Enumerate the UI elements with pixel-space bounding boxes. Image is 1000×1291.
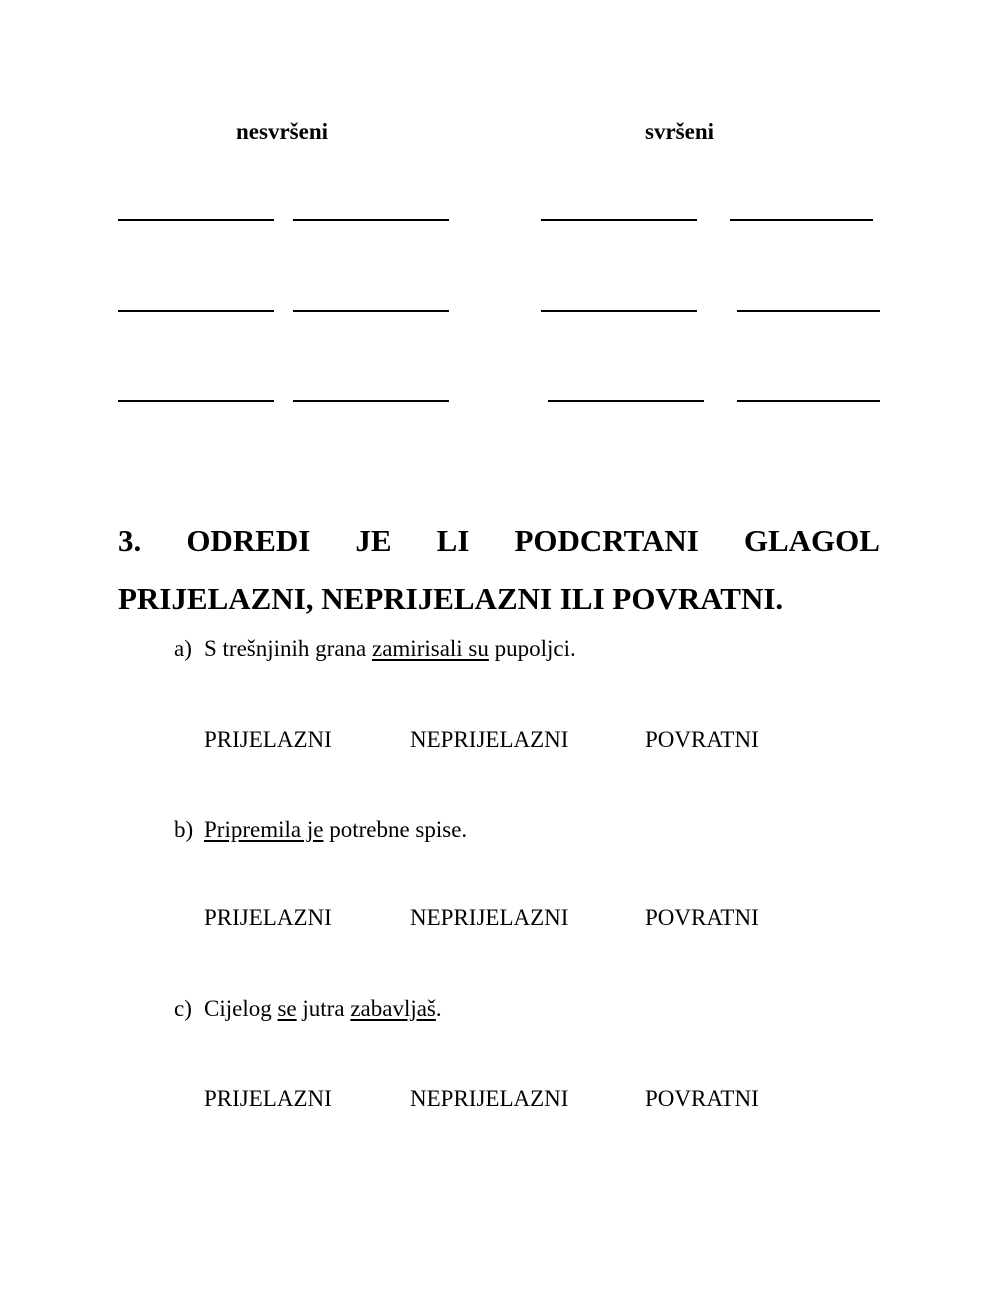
answer-blank[interactable] bbox=[541, 310, 697, 312]
item-letter: a) bbox=[174, 636, 192, 661]
underlined-verb: zamirisali su bbox=[372, 636, 489, 661]
item-letter: b) bbox=[174, 817, 194, 842]
title-line-2: PRIJELAZNI, NEPRIJELAZNI ILI POVRATNI. bbox=[118, 581, 784, 616]
answer-blank[interactable] bbox=[737, 310, 880, 312]
sentence-text: S trešnjinih grana bbox=[204, 636, 372, 661]
option-transitive[interactable]: PRIJELAZNI bbox=[204, 727, 332, 752]
option-transitive[interactable]: PRIJELAZNI bbox=[204, 1086, 332, 1111]
column-header-imperfective: nesvršeni bbox=[236, 119, 328, 144]
title-word: PODCRTANI bbox=[514, 523, 699, 558]
title-word: GLAGOL bbox=[743, 523, 880, 558]
answer-blank[interactable] bbox=[118, 310, 274, 312]
sentence-b bbox=[174, 817, 467, 843]
option-transitive[interactable]: PRIJELAZNI bbox=[204, 905, 332, 930]
sentence-text: potrebne spise. bbox=[323, 817, 468, 842]
title-word: ODREDI bbox=[186, 523, 311, 558]
underlined-word: se bbox=[277, 996, 297, 1021]
underlined-verb: zabavljaš bbox=[350, 996, 436, 1021]
option-intransitive[interactable]: NEPRIJELAZNI bbox=[410, 727, 569, 752]
sentence-text: pupoljci. bbox=[488, 636, 576, 661]
title-word: LI bbox=[436, 523, 470, 558]
answer-blank[interactable] bbox=[541, 219, 697, 221]
answer-blank[interactable] bbox=[293, 400, 449, 402]
answer-blank[interactable] bbox=[118, 400, 274, 402]
option-intransitive[interactable]: NEPRIJELAZNI bbox=[410, 1086, 569, 1111]
sentence-c bbox=[174, 996, 442, 1022]
answer-blank[interactable] bbox=[737, 400, 880, 402]
option-reflexive[interactable]: POVRATNI bbox=[645, 905, 759, 930]
title-word: 3. bbox=[118, 523, 142, 558]
sentence-text: jutra bbox=[296, 996, 351, 1021]
option-reflexive[interactable]: POVRATNI bbox=[645, 727, 759, 752]
answer-blank[interactable] bbox=[293, 310, 449, 312]
answer-blank[interactable] bbox=[730, 219, 873, 221]
title-word: JE bbox=[355, 523, 392, 558]
sentence-text: . bbox=[435, 996, 442, 1021]
underlined-verb: Pripremila je bbox=[204, 817, 324, 842]
option-intransitive[interactable]: NEPRIJELAZNI bbox=[410, 905, 569, 930]
item-letter: c) bbox=[174, 996, 192, 1021]
answer-blank[interactable] bbox=[118, 219, 274, 221]
sentence-a bbox=[174, 636, 576, 662]
answer-blank[interactable] bbox=[548, 400, 704, 402]
column-header-perfective: svršeni bbox=[645, 119, 714, 144]
sentence-text: Cijelog bbox=[204, 996, 278, 1021]
task-3-title bbox=[118, 512, 880, 628]
option-reflexive[interactable]: POVRATNI bbox=[645, 1086, 759, 1111]
answer-blank[interactable] bbox=[293, 219, 449, 221]
